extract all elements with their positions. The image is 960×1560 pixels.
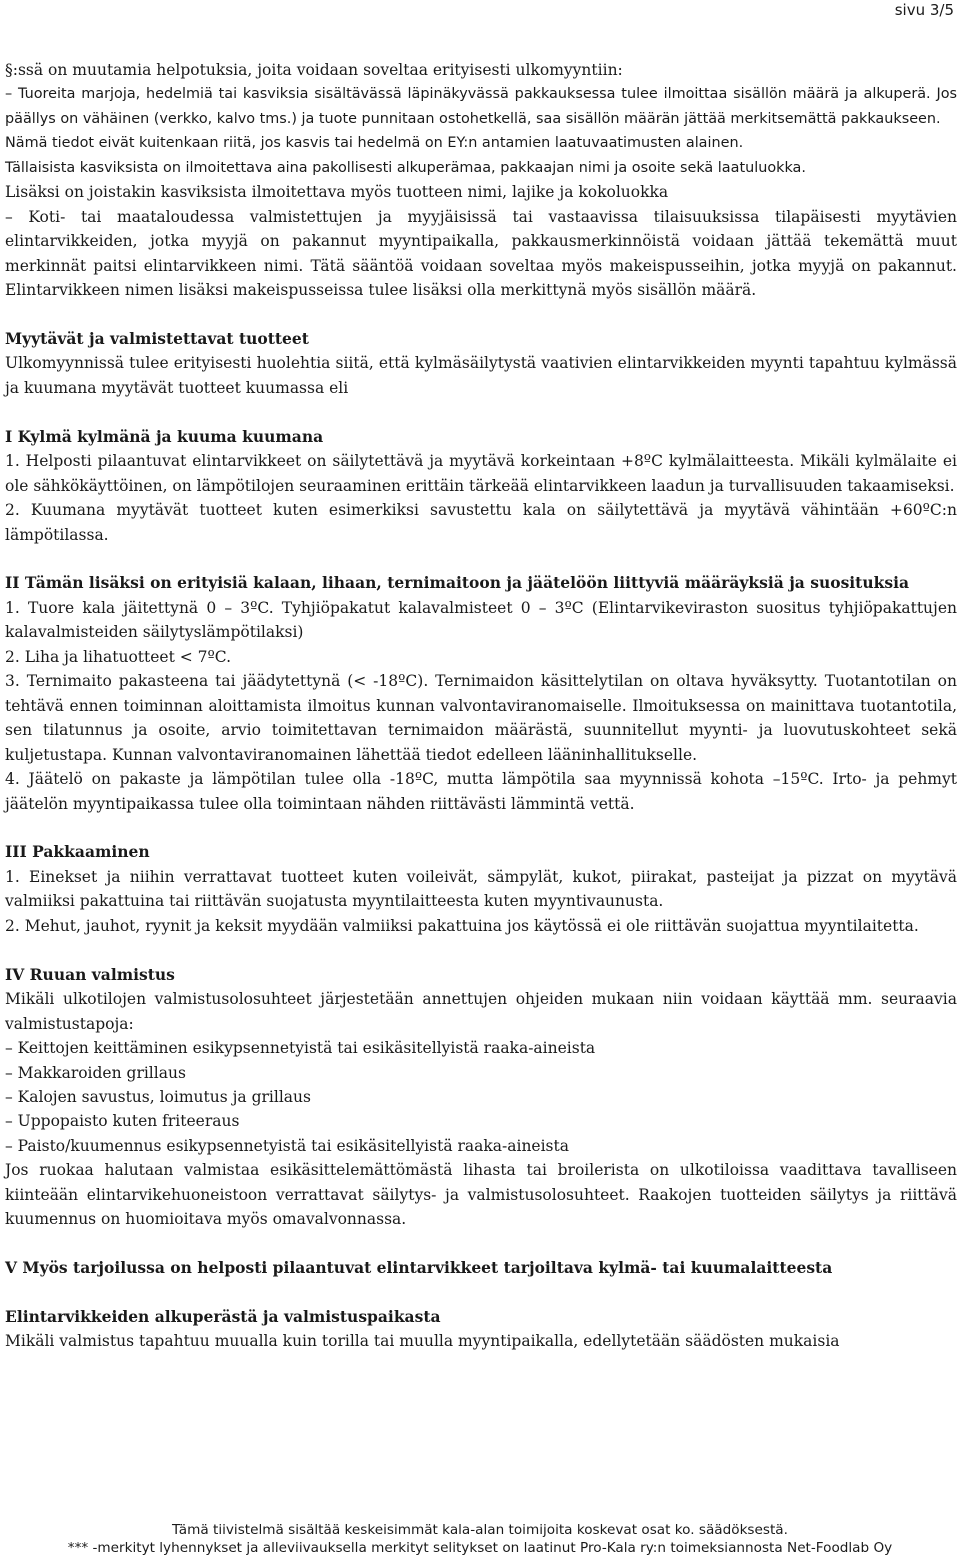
section-2-item-3: 3. Ternimaito pakasteena tai jäädytettynä (< -18ºC). Ternimaidon käsittelytilan on oltava hyväksytty. Tuotantotilan on tehtävä ennen toiminnan aloittamista ilmoitus kunnan valvontaviranomaiselle. Ilmoituksessa on mainittava tuotantotila, sen tilatunnus ja osoite, arvio toimitettavan ternimaidon määrästä, suunnitellut myynti- ja luovutuskohteet sekä kuljetustapa. Kunnan valvontaviranomainen lähettää tiedot edelleen lääninhallitukselle.: [5, 672, 957, 764]
section-3-item-1: 1. Einekset ja niihin verrattavat tuotteet kuten voileivät, sämpylät, kukot, piirakat, pasteijat ja pizzat on myytävä valmiiksi pakattuina tai riittävän suojatusta myyntilaitteesta kuten myyntivaunusta.: [5, 867, 957, 911]
section-4-heading: IV Ruuan valmistus: [5, 964, 175, 984]
section-3-item-2: 2. Mehut, jauhot, ryynit ja keksit myydään valmiiksi pakattuina jos käytössä ei ole riittävän suojattua myyntilaitetta.: [5, 916, 919, 935]
section-2-item-2: 2. Liha ja lihatuotteet < 7ºC.: [5, 647, 232, 666]
section-1-item-2: 2. Kuumana myytävät tuotteet kuten esimerkiksi savustettu kala on säilytettävä ja myytävä vähintään +60ºC:n lämpötilassa.: [5, 501, 957, 544]
sales-heading: Myytävät ja valmistettavat tuotteet: [5, 328, 309, 348]
section-4-outro: Jos ruokaa halutaan valmistaa esikäsittelemättömästä lihasta tai broilerista on ulkotiloissa vaadittava tavalliseen kiinteään elintarvikehuoneistoon verrattavat säilytys- ja valmistusolosuhteet. Raakojen tuotteiden säilytys ja riittävä kuumennus on huomioitava myös omavalvonnassa.: [5, 1161, 957, 1229]
intro-fruit-paragraph: – Tuoreita marjoja, hedelmiä tai kasviksia sisältävässä läpinäkyvässä pakkauksessa tulee ilmoittaa sisällön määrä ja alkuperä. Jos päällys on vähäinen (verkko, kalvo tms.) ja tuote punnitaan ostohetkellä, saa sisällön määrän jättää merkitsemättä pakkaukseen.: [5, 86, 957, 127]
section-1-item-1: 1. Helposti pilaantuvat elintarvikkeet on säilytettävä ja myytävä korkeintaan +8ºC kylmälaitteesta. Mikäli kylmälaite ei ole sähkökäyttöinen, on lämpötilojen seuraaminen erittäin tärkeää elintarvikkeen laadun ja turvallisuuden takaamiseksi.: [5, 452, 957, 495]
intro-quality-paragraph: Nämä tiedot eivät kuitenkaan riitä, jos kasvis tai hedelmä on EY:n antamien laatuvaatimusten alainen.: [5, 135, 744, 152]
intro-lead: §:ssä on muutamia helpotuksia, joita voidaan soveltaa erityisesti ulkomyyntiin:: [5, 61, 623, 79]
section-2-item-4: 4. Jäätelö on pakaste ja lämpötilan tulee olla -18ºC, mutta lämpötila saa myynnissä kohota –15ºC. Irto- ja pehmyt jäätelön myyntipaikassa tulee olla toimintaan nähden riittävästi lämmintä vettä.: [5, 770, 957, 813]
section-2-item-1: 1. Tuore kala jäitettynä 0 – 3ºC. Tyhjiöpakatut kalavalmisteet 0 – 3ºC (Elintarvikeviraston suositus tyhjiöpakattujen kalavalmisteiden säilytyslämpötilaksi): [5, 598, 957, 642]
footer-author-note: *** -merkityt lyhennykset ja alleviivauksella merkityt selitykset on laatinut Pro-Kala ry:n toimeksiannosta Net-Foodlab Oy: [67, 1540, 893, 1556]
method-list-item: – Uppopaisto kuten friteeraus: [5, 1112, 240, 1131]
method-list-item: – Kalojen savustus, loimutus ja grillaus: [5, 1087, 311, 1106]
method-list-item: – Makkaroiden grillaus: [5, 1063, 186, 1082]
sales-paragraph: Ulkomyynnissä tulee erityisesti huolehtia siitä, että kylmäsäilytystä vaativien elintarvikkeiden myynti tapahtuu kylmässä ja kuumana myytävät tuotteet kuumassa eli: [5, 354, 957, 397]
origin-paragraph: Mikäli valmistus tapahtuu muualla kuin torilla tai muulla myyntipaikalla, edellytetään säädösten mukaisia: [5, 1332, 840, 1351]
intro-variety-paragraph: Lisäksi on joistakin kasviksista ilmoitettava myös tuotteen nimi, lajike ja kokoluokka: [5, 183, 669, 202]
footer-summary-note: Tämä tiivistelmä sisältää keskeisimmät kala-alan toimijoita koskevat osat ko. säädöksestä.: [172, 1522, 788, 1538]
section-5-heading: V Myös tarjoilussa on helposti pilaantuvat elintarvikkeet tarjoiltava kylmä- tai kuumalaitteesta: [5, 1258, 833, 1278]
method-list-item: – Keittojen keittäminen esikypsennetyistä tai esikäsitellyistä raaka-aineista: [5, 1039, 596, 1058]
origin-heading: Elintarvikkeiden alkuperästä ja valmistuspaikasta: [5, 1307, 441, 1326]
section-4-intro: Mikäli ulkotilojen valmistusolosuhteet järjestetään annettujen ohjeiden mukaan niin voidaan käyttää mm. seuraavia valmistustapoja:: [5, 990, 957, 1033]
intro-origin-paragraph: Tällaisista kasviksista on ilmoitettava aina pakollisesti alkuperämaa, pakkaajan nimi ja osoite sekä laatuluokka.: [5, 159, 806, 176]
method-list-item: – Paisto/kuumennus esikypsennetyistä tai esikäsitellyistä raaka-aineista: [5, 1136, 569, 1155]
section-2-heading: II Tämän lisäksi on erityisiä kalaan, lihaan, ternimaitoon ja jäätelöön liittyviä määräyksiä ja suosituksia: [5, 573, 910, 593]
intro-home-sales-paragraph: – Koti- tai maataloudessa valmistettujen ja myyjäisissä tai vastaavissa tilaisuuksissa tilapäisesti myytävien elintarvikkeiden, jotka myyjä on pakannut myyntipaikalla, pakkausmerkinnöistä voidaan jättää tekemättä muut merkinnät paitsi elintarvikkeen nimi. Tätä sääntöä voidaan soveltaa myös makeispusseihin, jotka myyjä on pakannut. Elintarvikkeen nimen lisäksi makeispusseissa tulee lisäksi olla merkittynä myös sisällön määrä.: [5, 207, 957, 300]
document-body: [5, 58, 957, 1354]
page-number: sivu 3/5: [894, 1, 954, 19]
section-1-heading: I Kylmä kylmänä ja kuuma kuumana: [5, 426, 324, 446]
section-3-heading: III Pakkaaminen: [5, 842, 150, 862]
